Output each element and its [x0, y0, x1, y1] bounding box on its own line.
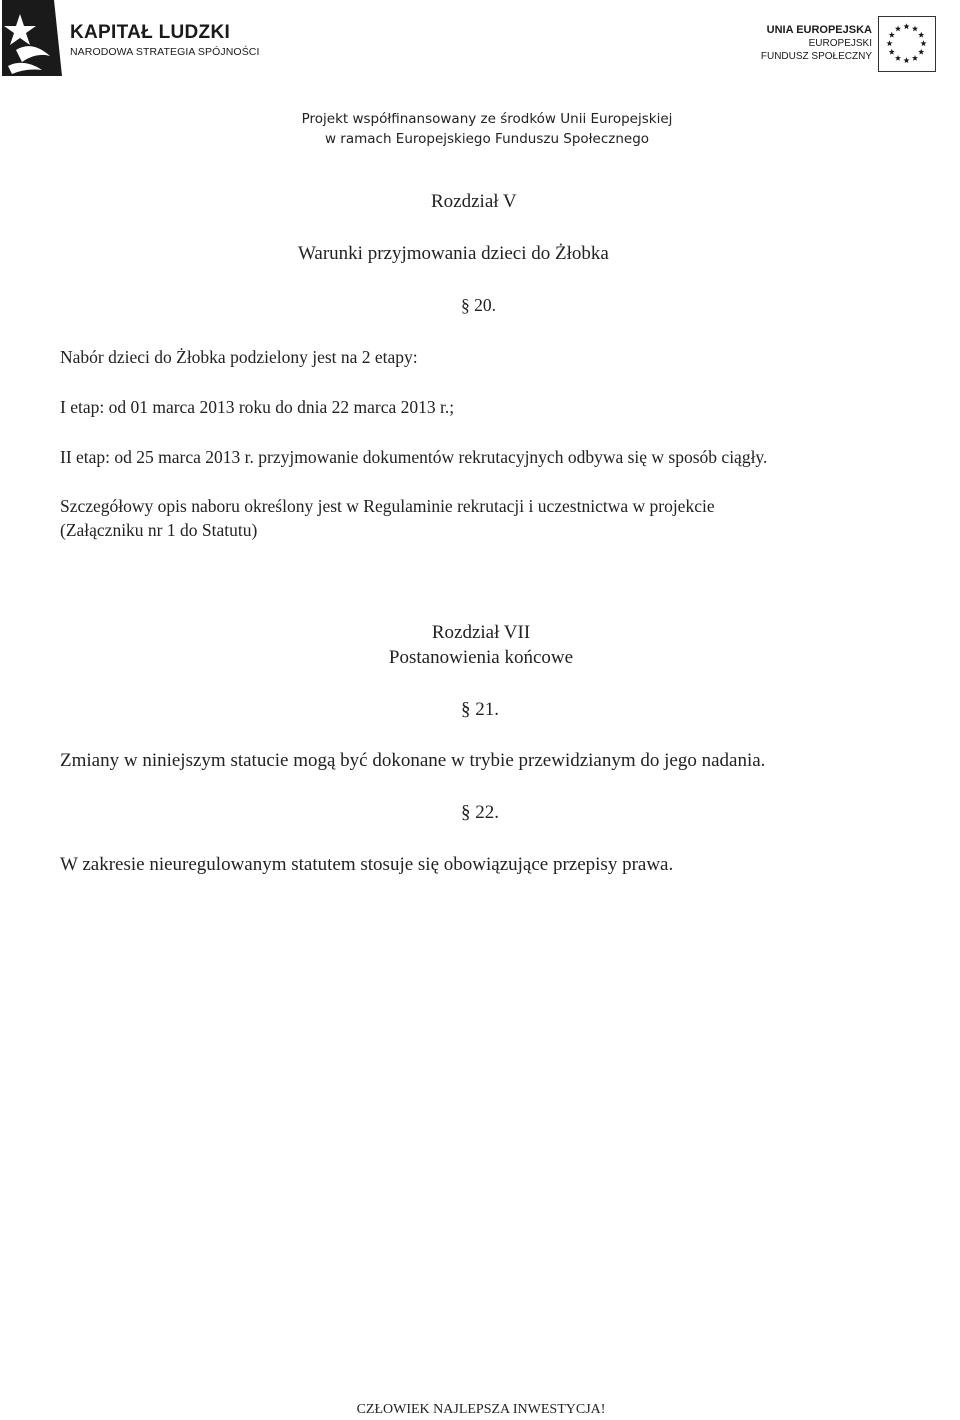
eu-star-icon: [912, 55, 918, 61]
chapter-5-title: Rozdział V: [431, 191, 517, 212]
eu-star-icon: [889, 49, 895, 55]
eu-star-icon: [918, 49, 924, 55]
eu-star-icon: [903, 23, 909, 29]
kapital-ludzki-logo: [0, 0, 260, 80]
eu-star-icon: [895, 26, 901, 32]
kapital-ludzki-title: KAPITAŁ LUDZKI: [70, 22, 231, 43]
paragraph-20-line2: I etap: od 01 marca 2013 roku do dnia 22 marca 2013 r.;: [60, 397, 455, 417]
paragraph-21-text: Zmiany w niniejszym statucie mogą być dokonane w trybie przewidzianym do jego nadania.: [60, 750, 766, 771]
eu-logo-text: [761, 24, 872, 63]
eu-star-icon: [889, 32, 895, 38]
chapter-5-subtitle: Warunki przyjmowania dzieci do Żłobka: [298, 243, 609, 264]
footer-slogan: CZŁOWIEK NAJLEPSZA INWESTYCJA!: [356, 1402, 606, 1417]
paragraph-20-line4: Szczegółowy opis naboru określony jest w Regulaminie rekrutacji i uczestnictwa w projekcie: [60, 496, 715, 516]
kapital-ludzki-subtitle: NARODOWA STRATEGIA SPÓJNOŚCI: [70, 46, 260, 58]
eu-logo: [726, 16, 936, 76]
eu-stars-icon: [879, 17, 934, 70]
paragraph-20-line5: (Załączniku nr 1 do Statutu): [60, 520, 258, 540]
eu-star-icon: [903, 57, 909, 63]
eu-star-icon: [895, 55, 901, 61]
kapital-ludzki-emblem-icon: [2, 0, 62, 76]
paragraph-20-mark: § 20.: [461, 295, 496, 315]
eu-logo-line1: UNIA EUROPEJSKA: [766, 24, 872, 36]
eu-logo-line3: FUNDUSZ SPOŁECZNY: [760, 51, 872, 62]
project-cofinancing-line1: Projekt współfinansowany ze środków Unii Europejskiej: [301, 111, 673, 127]
eu-logo-line2: EUROPEJSKI: [808, 38, 872, 49]
eu-star-icon: [886, 40, 892, 46]
chapter-7-title: Rozdział VII: [431, 622, 531, 643]
chapter-7-subtitle: Postanowienia końcowe: [388, 647, 574, 668]
paragraph-21-mark: § 21.: [461, 699, 499, 720]
paragraph-20-line3: II etap: od 25 marca 2013 r. przyjmowanie dokumentów rekrutacyjnych odbywa się w sposób ciągły.: [60, 447, 768, 467]
paragraph-22-mark: § 22.: [461, 802, 499, 823]
eu-flag: [878, 16, 936, 72]
paragraph-20-line1: Nabór dzieci do Żłobka podzielony jest na 2 etapy:: [60, 347, 418, 367]
project-cofinancing-line2: w ramach Europejskiego Funduszu Społecznego: [324, 131, 650, 147]
eu-star-icon: [918, 32, 924, 38]
paragraph-22-text: W zakresie nieuregulowanym statutem stosuje się obowiązujące przepisy prawa.: [60, 854, 674, 875]
eu-star-icon: [912, 26, 918, 32]
eu-star-icon: [920, 40, 926, 46]
